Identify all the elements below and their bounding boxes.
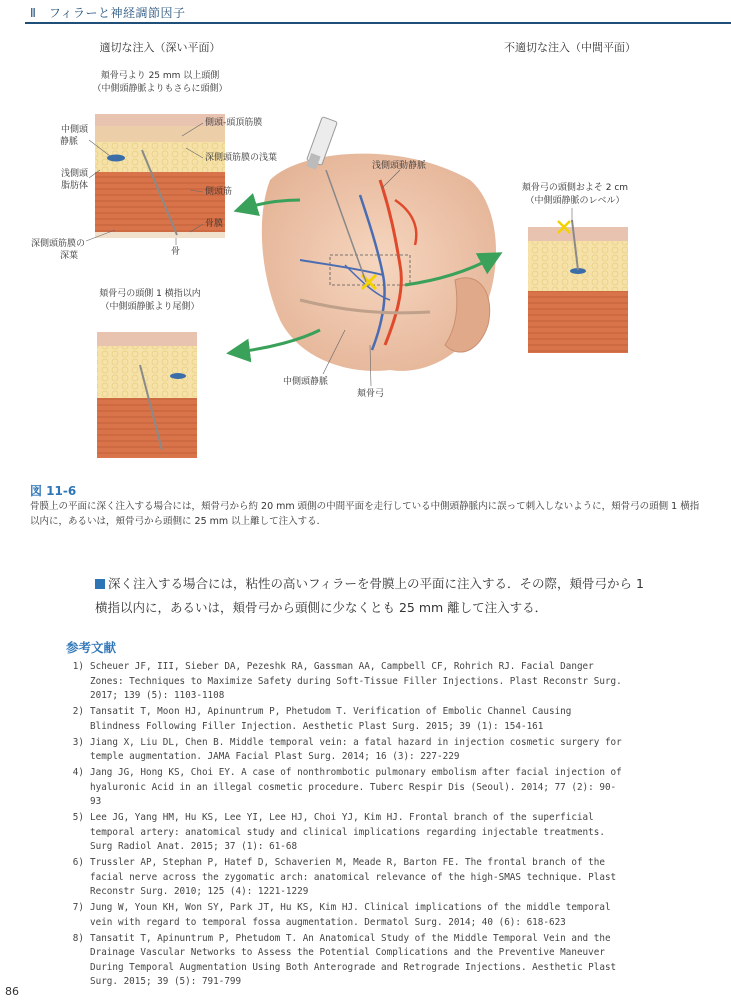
tissue-block-deep-low [97,332,197,458]
header-rule [25,22,731,24]
reference-number: 5) [72,812,84,823]
reference-number: 7) [72,902,84,913]
reference-text: Jang JG, Hong KS, Choi EY. A case of nonthrombotic pulmonary embolism after facial injection of hyaluronic Acid in an illegal cosmetic procedure. Tuberc Respir Dis (Seoul). 2014; 77 (2): 90-93 [90,767,622,807]
label-bone: 骨 [171,247,181,257]
references-title: 参考文献 [66,640,117,655]
bottom-panel-note-2: （中側頭静脈より尾側） [100,302,200,312]
reference-text: Trussler AP, Stephan P, Hatef D, Schaverien M, Meade R, Barton FE. The frontal branch of the facial nerve across the zygomatic arch: anatomical relevance of the high-SMAS technique. Plast Reconstr Surg. 2010; 125 (4): 1221-1229 [90,857,617,897]
label-middle-temporal-vein-2: 静脈 [59,137,78,147]
figure-illustration [0,30,731,470]
left-heading: 適切な注入（深い平面） [99,41,221,54]
reference-number: 3) [72,736,84,748]
label-deep-fascia-deep-1: 深側頭筋膜の [30,239,85,249]
reference-number: 6) [72,857,84,868]
reference-number: 4) [72,767,84,778]
label-superficial-temporal-vessels: 浅側頭動静脈 [372,161,427,171]
right-panel-note-2: （中側頭静脈のレベル） [525,196,625,206]
reference-text: Lee JG, Yang HM, Hu KS, Lee YI, Lee HJ, Choi YJ, Kim HJ. Frontal branch of the superficial temporal artery: anatomical study and clinical implications regarding injectable treatments. Surg Radiol Anat. 2015; 37 (1): 61-68 [90,812,605,852]
label-temporalis: 側頭筋 [205,187,233,197]
reference-text: Jung W, Youn KH, Won SY, Park JT, Hu KS, Kim HJ. Clinical implications of the middle temporal vein with regard to temporal fossa augmentation. Dermatol Surg. 2014; 40 (6): 618-623 [90,902,611,928]
label-temporoparietal-fascia: 側頭-頭頂筋膜 [205,118,263,128]
right-heading: 不適切な注入（中間平面） [504,41,636,54]
reference-item [66,766,626,810]
references-list [66,660,626,991]
reference-number: 8) [72,932,84,944]
top-panel-note-1: 頬骨弓より 25 mm 以上頭側 [100,71,220,81]
reference-item [66,932,626,990]
reference-item [66,901,626,930]
label-zygomatic-arch: 頬骨弓 [357,389,385,399]
bullet-square-icon [95,579,105,589]
label-deep-fascia-superficial: 深側頭筋膜の浅葉 [205,153,278,163]
tissue-block-intermediate [528,220,628,353]
figure-caption-title: 図 11-6 [30,484,77,498]
chapter-title: Ⅱ フィラーと神経調節因子 [30,6,186,20]
label-superficial-fat-2: 脂肪体 [60,181,88,191]
reference-text: Jiang X, Liu DL, Chen B. Middle temporal vein: a fatal hazard in injection cosmetic surgery for temple augmentation. JAMA Facial Plast Surg. 2014; 16 (3): 227-229 [90,736,622,762]
label-periosteum: 骨膜 [205,219,224,229]
anatomy-illustration [0,30,731,470]
right-panel-note-1: 頬骨弓の頭側およそ 2 cm [521,183,629,193]
reference-item [66,705,626,734]
label-middle-temporal-vein-1: 中側頭 [60,125,88,135]
top-panel-note-2: （中側頭静脈よりもさらに頭側） [92,84,228,94]
label-deep-fascia-deep-2: 深葉 [59,251,78,261]
page-number: 86 [5,985,19,998]
reference-text: Scheuer JF, III, Sieber DA, Pezeshk RA, Gassman AA, Campbell CF, Rohrich RJ. Facial Danger Zones: Techniques to Maximize Safety during Soft-Tissue Filler Injections. Plast Reconstr Surg. 2017; 139 (5): 1103-1108 [90,661,622,701]
reference-text: Tansatit T, Apinuntrum P, Phetudom T. An Anatomical Study of the Middle Temporal Vein and the Drainage Vascular Networks to Assess the Potential Complications and the Preventive Maneuver During Temporal Augmentation Using Both Anterograde and Retrograde Injections. Aesthetic Plast Surg. 2015; 39 (5): 791-799 [90,932,617,987]
key-point-text: 深く注入する場合には，粘性の高いフィラーを骨膜上の平面に注入する．その際，頬骨弓から 1 横指以内に，あるいは，頬骨弓から頭側に少なくとも 25 mm 離して注入する． [95,576,644,615]
reference-text: Tansatit T, Moon HJ, Apinuntrum P, Phetudom T. Verification of Embolic Channel Causing Blindness Following Filler Injection. Aesthetic Plast Surg. 2015; 39 (1): 154-161 [90,706,572,732]
reference-item [66,660,626,704]
bottom-panel-note-1: 頬骨弓の頭側 1 横指以内 [99,289,201,299]
key-point [95,572,655,620]
reference-number: 2) [72,706,84,717]
reference-number: 1) [72,661,84,672]
label-superficial-fat-1: 浅側頭 [60,169,88,179]
reference-item [66,856,626,900]
label-middle-temporal-vein: 中側頭静脈 [283,377,329,387]
reference-item [66,736,626,765]
reference-item [66,811,626,855]
running-header [0,0,731,24]
figure-caption-text: 骨膜上の平面に深く注入する場合には，頬骨弓から約 20 mm 頭側の中間平面を走行している中側頭静脈内に誤って刺入しないように，頬骨弓の頭側 1 横指以内に，あるいは，頬骨弓から頭側に 25 mm 以上離して注入する． [30,501,700,527]
